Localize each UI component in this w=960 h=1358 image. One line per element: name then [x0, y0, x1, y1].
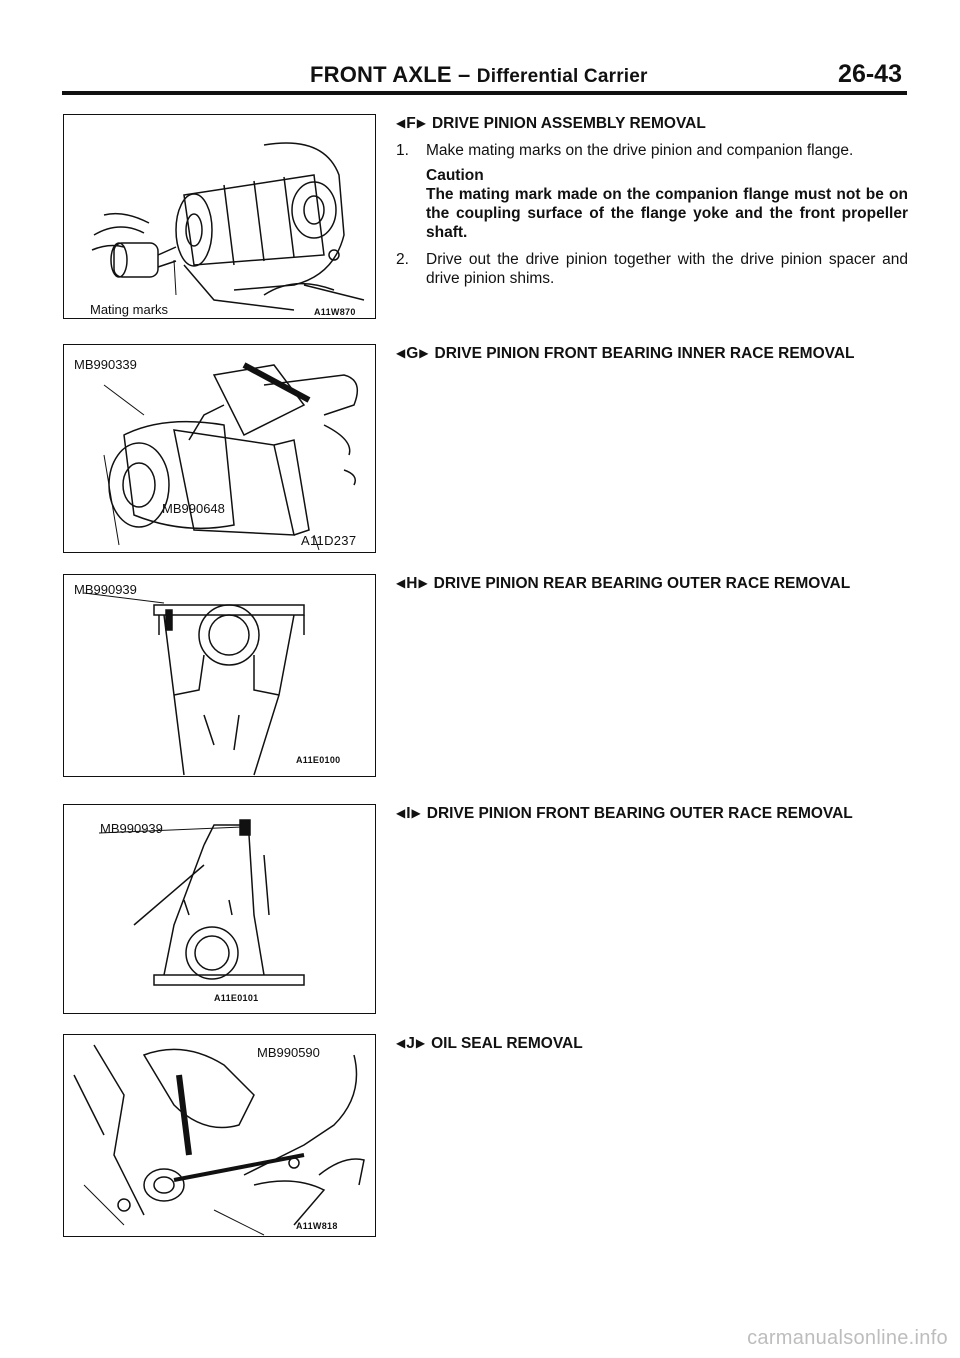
- left-arrow-icon: ◀: [396, 1036, 406, 1050]
- section-letter: G: [406, 345, 419, 362]
- tool-label-mb990339: MB990339: [74, 357, 137, 372]
- section-h-rear-bearing-outer-race-removal: [396, 574, 908, 593]
- figure-code: A11W870: [314, 307, 356, 317]
- section-marker: [396, 344, 429, 363]
- section-heading: [396, 574, 908, 593]
- figure-code: A11W818: [296, 1221, 338, 1231]
- section-letter: H: [406, 575, 418, 592]
- right-arrow-icon: ▶: [416, 116, 426, 130]
- title-separator: –: [458, 62, 471, 87]
- caution-title: Caution: [426, 167, 484, 184]
- figure-mating-marks: [63, 114, 376, 319]
- step-text: Make mating marks on the drive pinion and companion flange.: [426, 142, 854, 159]
- left-arrow-icon: ◀: [396, 576, 406, 590]
- oil-seal-puller-drawing: [64, 1035, 376, 1237]
- section-g-front-bearing-inner-race-removal: [396, 344, 908, 363]
- tool-label-mb990939: MB990939: [100, 821, 163, 836]
- section-title: FRONT AXLE: [310, 62, 452, 87]
- figure-bearing-inner-race: [63, 344, 376, 553]
- section-marker: [396, 804, 421, 823]
- heading-text: DRIVE PINION FRONT BEARING OUTER RACE REMOVAL: [426, 805, 853, 822]
- figure-rear-bearing-outer-race: [63, 574, 376, 777]
- section-letter: I: [406, 805, 411, 822]
- step-item: [396, 250, 908, 288]
- left-arrow-icon: ◀: [396, 346, 406, 360]
- section-j-oil-seal-removal: [396, 1034, 908, 1053]
- right-arrow-icon: ▶: [411, 806, 421, 820]
- page-number: 26-43: [838, 60, 902, 88]
- section-heading: [396, 804, 908, 823]
- right-arrow-icon: ▶: [418, 576, 428, 590]
- step-text: Drive out the drive pinion together with the drive pinion spacer and drive pinion shims.: [426, 251, 908, 287]
- figure-code: A11E0100: [296, 755, 341, 765]
- step-number: 2.: [396, 251, 409, 268]
- figure-oil-seal-removal: [63, 1034, 376, 1237]
- watermark: carmanualsonline.info: [747, 1327, 948, 1349]
- step-item: [396, 141, 908, 242]
- outer-race-installer-drawing: [64, 575, 376, 777]
- section-i-front-bearing-outer-race-removal: [396, 804, 908, 823]
- left-arrow-icon: ◀: [396, 116, 406, 130]
- header-rule: [62, 91, 907, 95]
- heading-text: OIL SEAL REMOVAL: [431, 1035, 583, 1052]
- tool-label-mb990648: MB990648: [162, 501, 225, 516]
- left-arrow-icon: ◀: [396, 806, 406, 820]
- section-letter: J: [406, 1035, 415, 1052]
- section-letter: F: [406, 115, 416, 132]
- front-outer-race-installer-drawing: [64, 805, 376, 1014]
- page-header: [310, 62, 648, 88]
- section-heading: [396, 344, 908, 363]
- section-heading: [396, 114, 908, 133]
- figure-front-bearing-outer-race: [63, 804, 376, 1014]
- section-marker: [396, 114, 426, 133]
- right-arrow-icon: ▶: [419, 346, 429, 360]
- heading-text: DRIVE PINION FRONT BEARING INNER RACE REMOVAL: [434, 345, 855, 362]
- figure-code: A11D237: [301, 533, 357, 548]
- section-marker: [396, 1034, 425, 1053]
- section-f-drive-pinion-assembly-removal: [396, 114, 908, 296]
- section-marker: [396, 574, 428, 593]
- section-subtitle: Differential Carrier: [476, 66, 648, 87]
- figure-code: A11E0101: [214, 993, 259, 1003]
- tool-label-mb990590: MB990590: [257, 1045, 320, 1060]
- section-heading: [396, 1034, 908, 1053]
- right-arrow-icon: ▶: [415, 1036, 426, 1050]
- drive-pinion-flange-drawing: [64, 115, 376, 319]
- tool-label-mb990939: MB990939: [74, 582, 137, 597]
- heading-text: DRIVE PINION ASSEMBLY REMOVAL: [431, 115, 706, 132]
- bearing-puller-drawing: [64, 345, 376, 553]
- caution-text: The mating mark made on the companion flange must not be on the coupling surface of the flange yoke and the front propeller shaft.: [426, 186, 908, 241]
- mating-marks-label: Mating marks: [90, 302, 169, 317]
- heading-text: DRIVE PINION REAR BEARING OUTER RACE REMOVAL: [433, 575, 851, 592]
- step-number: 1.: [396, 142, 409, 159]
